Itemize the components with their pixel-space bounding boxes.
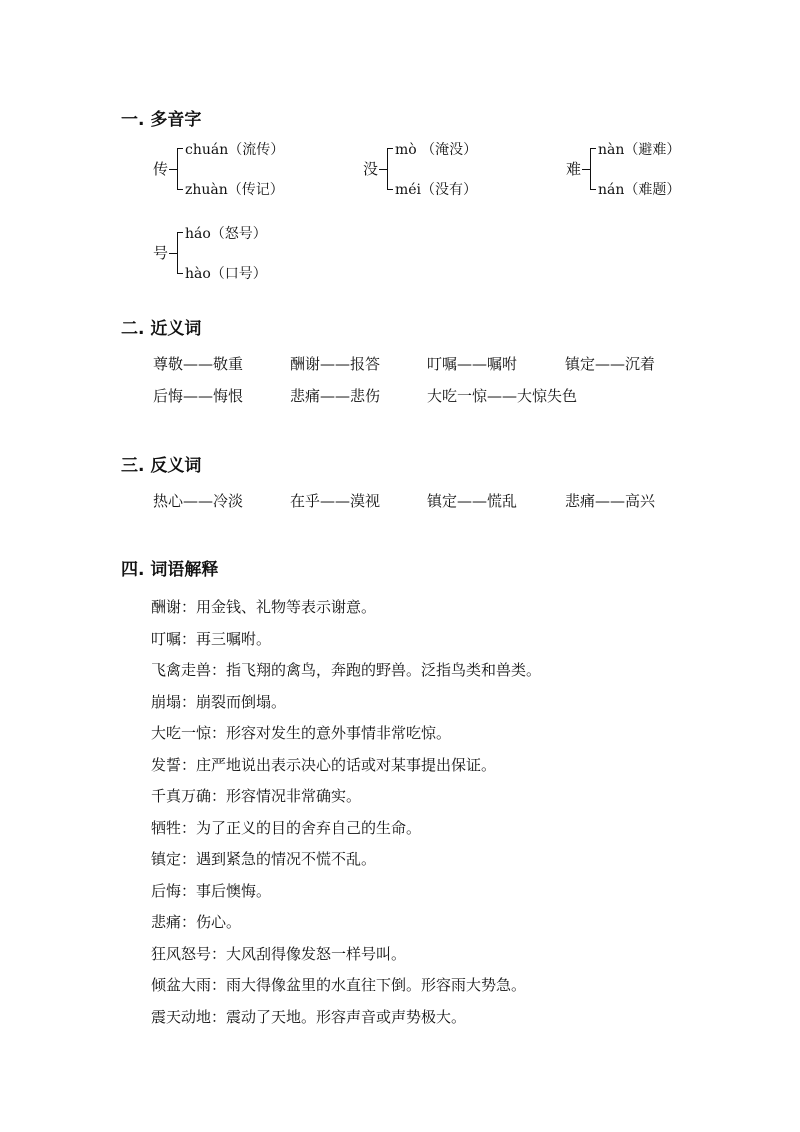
reading-2: hào（口号） [185, 266, 267, 282]
section-title-definitions: 四. 词语解释 [121, 560, 219, 580]
brace [387, 148, 393, 190]
antonym-pair: 在乎——漠视 [290, 492, 381, 510]
reading-2: nán（难题） [598, 182, 681, 198]
section-title-polyphonic: 一. 多音字 [121, 110, 202, 130]
reading-1: háo（怒号） [185, 226, 267, 242]
antonym-pair: 热心——冷淡 [153, 492, 244, 510]
polyphonic-char: 没 [363, 160, 379, 178]
section-title-antonyms: 三. 反义词 [121, 456, 202, 476]
synonym-pair: 悲痛——悲伤 [290, 387, 381, 405]
brace-connector [169, 169, 177, 170]
definition-list [151, 597, 541, 1038]
polyphonic-item [566, 140, 766, 200]
synonym-pair: 酬谢——报答 [290, 355, 381, 373]
definition-item: 镇定：遇到紧急的情况不慌不乱。 [151, 850, 377, 868]
definition-item: 发誓：庄严地说出表示决心的话或对某事提出保证。 [151, 755, 497, 774]
brace [177, 232, 183, 274]
reading-2: méi（没有） [395, 182, 478, 198]
brace-connector [379, 169, 387, 170]
definition-item: 悲痛：伤心。 [151, 913, 242, 931]
brace [590, 148, 596, 190]
polyphonic-char: 传 [153, 160, 169, 178]
definition-item: 千真万确：形容情况非常确实。 [151, 787, 362, 805]
synonym-pair: 镇定——沉着 [565, 355, 656, 373]
definition-item: 大吃一惊：形容对发生的意外事情非常吃惊。 [151, 724, 452, 742]
antonym-pair: 悲痛——高兴 [565, 492, 656, 510]
reading-1: nàn（避难） [598, 142, 681, 158]
brace-connector [582, 169, 590, 170]
polyphonic-item [153, 224, 353, 284]
definition-item: 酬谢：用金钱、礼物等表示谢意。 [151, 598, 377, 616]
definition-item: 叮嘱：再三嘱咐。 [151, 629, 272, 648]
brace [177, 148, 183, 190]
polyphonic-char: 号 [153, 244, 169, 262]
synonym-pair: 尊敬——敬重 [153, 355, 244, 373]
definition-item: 倾盆大雨：雨大得像盆里的水直往下倒。形容雨大势急。 [151, 976, 527, 994]
definition-item: 震天动地：震动了天地。形容声音或声势极大。 [151, 1007, 467, 1026]
definition-item: 牺牲：为了正义的目的舍弃自己的生命。 [151, 818, 422, 837]
antonym-pair: 镇定——慌乱 [427, 492, 518, 510]
definition-item: 崩塌：崩裂而倒塌。 [151, 692, 287, 711]
reading-2: zhuàn（传记） [185, 182, 284, 198]
polyphonic-char: 难 [566, 160, 582, 178]
section-title-synonyms: 二. 近义词 [121, 319, 202, 339]
synonym-pair: 后悔——悔恨 [153, 387, 244, 405]
reading-1: mò （淹没） [395, 142, 478, 158]
definition-item: 飞禽走兽：指飞翔的禽鸟，奔跑的野兽。泛指鸟类和兽类。 [151, 661, 542, 679]
reading-1: chuán（流传） [185, 142, 285, 158]
polyphonic-item [153, 140, 353, 200]
polyphonic-item [363, 140, 563, 200]
synonym-pair: 大吃一惊——大惊失色 [427, 387, 578, 405]
synonym-pair: 叮嘱——嘱咐 [427, 355, 518, 373]
definition-item: 后悔：事后懊悔。 [151, 881, 272, 900]
brace-connector [169, 253, 177, 254]
definition-item: 狂风怒号：大风刮得像发怒一样号叫。 [151, 944, 407, 963]
